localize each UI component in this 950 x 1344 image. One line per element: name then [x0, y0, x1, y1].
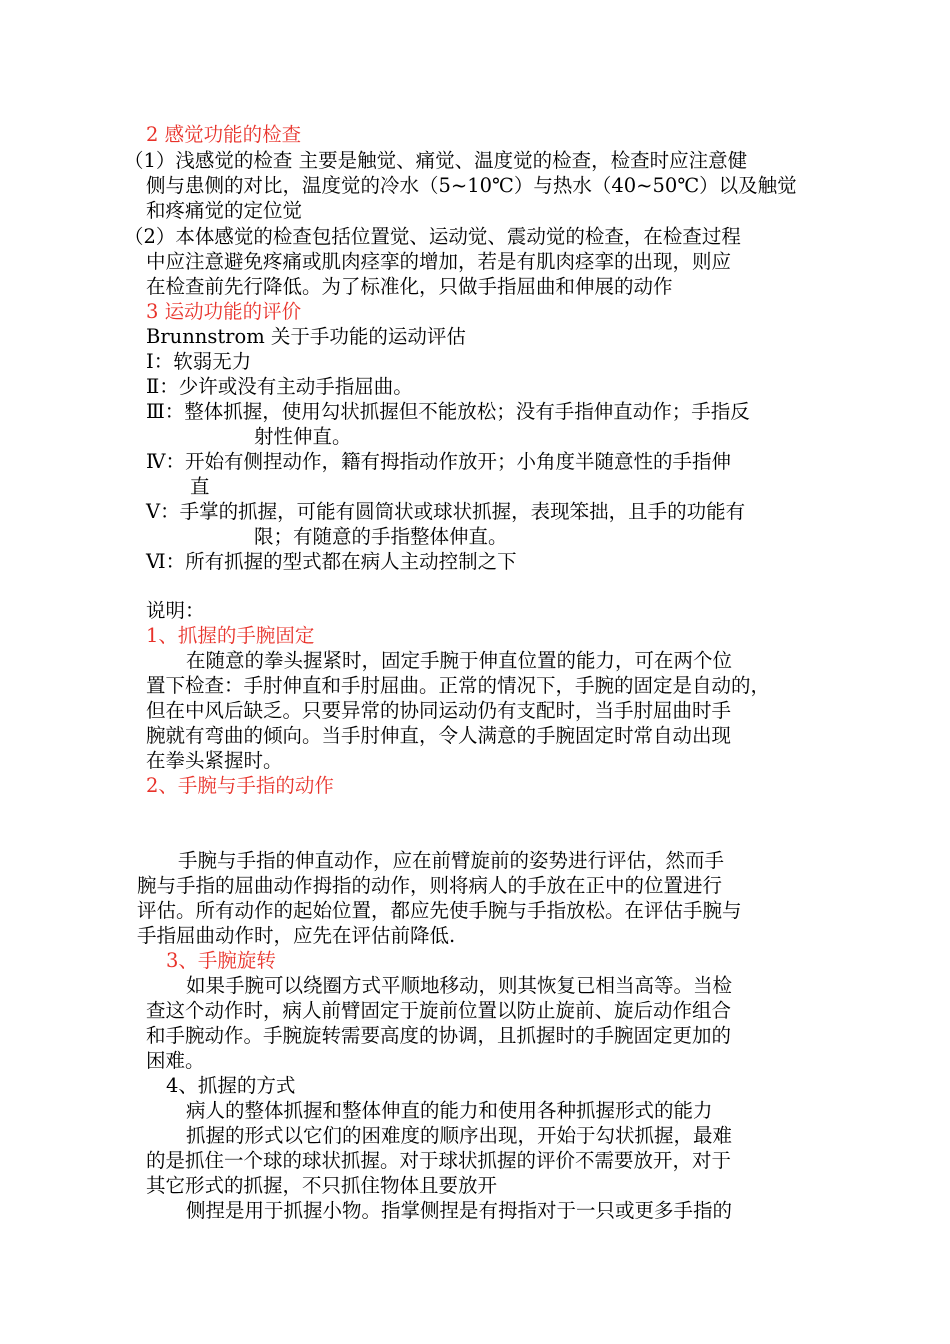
section-2-p2-line-1: （2）本体感觉的检查包括位置觉、运动觉、震动觉的检查，在检查过程 [124, 225, 741, 248]
note-2-heading: 2、手腕与手指的动作 [146, 774, 334, 797]
note-2-line-1: 手腕与手指的伸直动作，应在前臂旋前的姿势进行评估，然而手 [178, 849, 725, 872]
note-2-line-4: 手指屈曲动作时，应先在评估前降低. [137, 924, 456, 947]
stage-4-line-2: 直 [190, 475, 210, 498]
section-2-p2-line-2: 中应注意避免疼痛或肌肉痉挛的增加，若是有肌肉痉挛的出现，则应 [146, 250, 732, 273]
stage-6: Ⅵ：所有抓握的型式都在病人主动控制之下 [146, 550, 517, 573]
stage-3-line-2: 射性伸直。 [254, 425, 352, 448]
note-1-line-4: 腕就有弯曲的倾向。当手肘伸直，令人满意的手腕固定时常自动出现 [146, 724, 732, 747]
notes-label: 说明： [146, 599, 205, 622]
note-4-line-5: 侧捏是用于抓握小物。指掌侧捏是有拇指对于一只或更多手指的 [186, 1199, 733, 1222]
note-1-line-5: 在拳头紧握时。 [146, 749, 283, 772]
section-2-p2-line-3: 在检查前先行降低。为了标准化，只做手指屈曲和伸展的动作 [146, 275, 673, 298]
note-1-line-2: 置下检查：手肘伸直和手肘屈曲。正常的情况下，手腕的固定是自动的， [146, 674, 771, 697]
stage-3-line-1: Ⅲ：整体抓握，使用勾状抓握但不能放松；没有手指伸直动作；手指反 [146, 400, 750, 423]
note-4-line-3: 的是抓住一个球的球状抓握。对于球状抓握的评价不需要放开，对于 [146, 1149, 732, 1172]
note-4-line-4: 其它形式的抓握，不只抓住物体且要放开 [146, 1174, 498, 1197]
note-3-line-2: 查这个动作时，病人前臂固定于旋前位置以防止旋前、旋后动作组合 [146, 999, 732, 1022]
note-2-line-2: 腕与手指的屈曲动作拇指的动作，则将病人的手放在正中的位置进行 [137, 874, 723, 897]
section-2-p1-line-2: 侧与患侧的对比，温度觉的冷水（5~10℃）与热水（40~50℃）以及触觉 [146, 174, 797, 197]
note-3-line-1: 如果手腕可以绕圈方式平顺地移动，则其恢复已相当高等。当检 [186, 974, 733, 997]
stage-5-line-1: Ⅴ：手掌的抓握，可能有圆筒状或球状抓握，表现笨拙，且手的功能有 [146, 500, 746, 523]
stage-5-line-2: 限；有随意的手指整体伸直。 [254, 525, 508, 548]
note-1-line-3: 但在中风后缺乏。只要异常的协同运动仍有支配时，当手肘屈曲时手 [146, 699, 732, 722]
note-3-line-4: 困难。 [146, 1049, 205, 1072]
section-2-heading: 2 感觉功能的检查 [146, 123, 302, 146]
section-2-p1-line-1: （1）浅感觉的检查 主要是触觉、痛觉、温度觉的检查，检查时应注意健 [124, 149, 748, 172]
stage-2: Ⅱ：少许或没有主动手指屈曲。 [146, 375, 413, 398]
note-3-line-3: 和手腕动作。手腕旋转需要高度的协调，且抓握时的手腕固定更加的 [146, 1024, 732, 1047]
section-2-p1-line-3: 和疼痛觉的定位觉 [146, 199, 303, 222]
note-2-line-3: 评估。所有动作的起始位置，都应先使手腕与手指放松。在评估手腕与 [137, 899, 742, 922]
stage-4-line-1: Ⅳ：开始有侧捏动作，籍有拇指动作放开；小角度半随意性的手指伸 [146, 450, 731, 473]
note-1-heading: 1、抓握的手腕固定 [146, 624, 315, 647]
section-3-subtitle: Brunnstrom 关于手功能的运动评估 [146, 325, 466, 348]
note-4-heading: 4、抓握的方式 [166, 1074, 296, 1097]
note-3-heading: 3、手腕旋转 [166, 949, 276, 972]
note-4-line-2: 抓握的形式以它们的困难度的顺序出现，开始于勾状抓握，最难 [186, 1124, 733, 1147]
stage-1: Ⅰ：软弱无力 [146, 350, 252, 373]
section-3-heading: 3 运动功能的评价 [146, 300, 302, 323]
note-1-line-1: 在随意的拳头握紧时，固定手腕于伸直位置的能力，可在两个位 [186, 649, 733, 672]
note-4-line-1: 病人的整体抓握和整体伸直的能力和使用各种抓握形式的能力 [186, 1099, 713, 1122]
